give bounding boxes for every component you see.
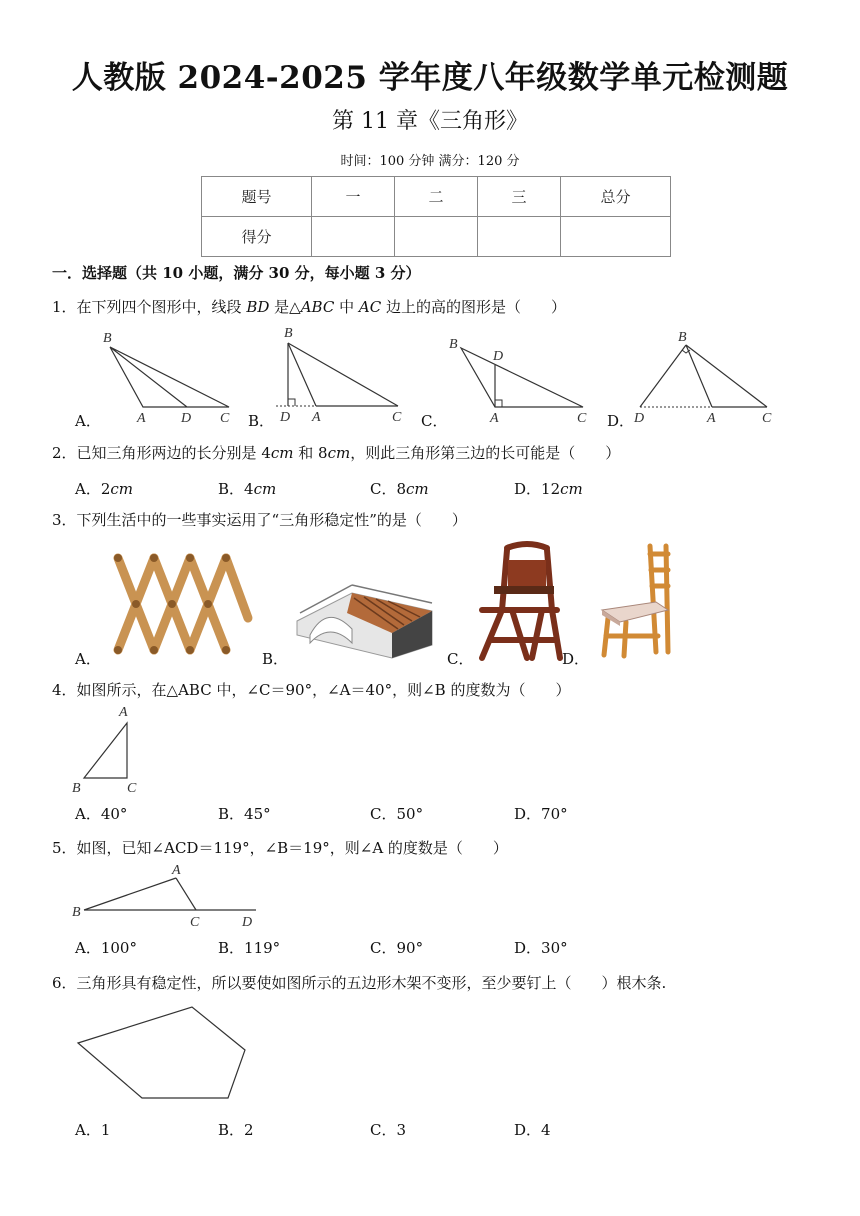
q5-option-c[interactable]: C．90° (370, 939, 424, 957)
q6-option-d[interactable]: D．4 (514, 1121, 551, 1139)
q1-figure-a (95, 325, 245, 425)
q2-unit: cm (110, 480, 134, 498)
label-b: B (284, 326, 293, 341)
question-5: 5．如图，已知∠ACD＝119°，∠B＝19°，则∠A 的度数是（ ） (52, 839, 508, 857)
label-c: C (577, 411, 587, 425)
q1-figure-c (445, 330, 595, 425)
label-a: A (172, 863, 181, 878)
label-d: D (634, 411, 645, 425)
q6-option-c[interactable]: C．3 (370, 1121, 407, 1139)
section-title: 一．选择题（共 10 小题，满分 30 分，每小题 3 分） (52, 264, 421, 282)
q1-abc: ABC (300, 298, 335, 316)
label-b: B (72, 905, 81, 920)
q4-option-c[interactable]: C．50° (370, 805, 424, 823)
label-a: A (119, 705, 128, 720)
q2-option-d-label: D．12 (514, 480, 561, 498)
time-info: 时间：100 分钟 满分：120 分 (340, 154, 520, 169)
score-header-cell: 总分 (561, 177, 671, 217)
q1-figure-d (628, 325, 778, 425)
q3-option-b[interactable]: B． (262, 650, 289, 668)
label-c: C (127, 781, 137, 796)
q6-figure-pentagon (70, 1000, 255, 1105)
q2-option-c[interactable] (370, 478, 429, 499)
question-2 (52, 442, 620, 463)
document-title: 人教版 2024-2025 学年度八年级数学单元检测题 (71, 60, 789, 96)
label-b: B (678, 330, 687, 345)
score-cell[interactable] (395, 217, 478, 257)
q6-option-a[interactable]: A．1 (75, 1121, 111, 1139)
q2-option-d[interactable] (514, 478, 583, 499)
label-d: D (280, 410, 291, 425)
q6-option-b[interactable]: B．2 (218, 1121, 254, 1139)
q2-option-b-label: B．4 (218, 480, 254, 498)
q1-figure-b (270, 320, 410, 425)
q5-option-b[interactable]: B．119° (218, 939, 281, 957)
score-table-row (202, 217, 671, 257)
label-b: B (449, 337, 458, 352)
q1-ac: AC (358, 298, 382, 316)
q1-text: 中 (334, 298, 359, 316)
q3-option-c[interactable]: C． (447, 650, 474, 668)
q1-option-d[interactable]: D． (607, 412, 635, 430)
q1-option-a[interactable]: A． (75, 412, 101, 430)
score-row-label: 得分 (202, 217, 312, 257)
label-b: B (103, 331, 112, 346)
label-a: A (312, 410, 321, 425)
score-header-cell: 二 (395, 177, 478, 217)
score-header-cell: 三 (478, 177, 561, 217)
q2-unit: cm (253, 480, 277, 498)
question-1 (52, 296, 566, 317)
q1-option-c[interactable]: C． (421, 412, 448, 430)
q3-picture-expandable-rack (108, 548, 258, 660)
q1-text: 是△ (269, 298, 301, 316)
score-header-cell: 一 (312, 177, 395, 217)
question-6: 6．三角形具有稳定性，所以要使如图所示的五边形木架不变形，至少要钉上（ ）根木条. (52, 974, 667, 992)
question-4: 4．如图所示，在△ABC 中，∠C＝90°，∠A＝40°，则∠B 的度数为（ ） (52, 681, 571, 699)
document-subtitle: 第 11 章《三角形》 (332, 109, 528, 134)
q4-option-b[interactable]: B．45° (218, 805, 271, 823)
q1-text: 1．在下列四个图形中，线段 (52, 298, 247, 316)
label-d: D (493, 349, 504, 364)
q2-unit: cm (327, 444, 351, 462)
q4-figure-right-triangle (68, 700, 148, 796)
q2-text: 2．已知三角形两边的长分别是 4 (52, 444, 271, 462)
q2-unit: cm (560, 480, 583, 498)
q1-option-b[interactable]: B． (248, 412, 275, 430)
score-table (201, 176, 671, 257)
q2-option-a-label: A．2 (75, 480, 111, 498)
q1-text: 边上的高的图形是（ ） (381, 298, 566, 316)
q3-picture-high-chair (472, 540, 567, 664)
score-header-cell: 题号 (202, 177, 312, 217)
q2-option-c-label: C．8 (370, 480, 407, 498)
q4-option-a[interactable]: A．40° (75, 805, 128, 823)
label-b: B (72, 781, 81, 796)
q2-unit: cm (406, 480, 429, 498)
score-cell[interactable] (561, 217, 671, 257)
q2-option-b[interactable] (218, 478, 276, 499)
question-3: 3．下列生活中的一些事实运用了“三角形稳定性”的是（ ） (52, 511, 467, 529)
label-a: A (137, 411, 146, 425)
q2-unit: cm (270, 444, 294, 462)
label-d: D (242, 915, 253, 930)
q5-option-a[interactable]: A．100° (75, 939, 137, 957)
label-a: A (490, 411, 499, 425)
label-a: A (707, 411, 716, 425)
q3-picture-arch-bridge (292, 573, 437, 663)
score-table-header-row (202, 177, 671, 217)
score-cell[interactable] (478, 217, 561, 257)
label-c: C (220, 411, 230, 425)
label-c: C (762, 411, 772, 425)
q2-text: ，则此三角形第三边的长可能是（ ） (350, 444, 621, 462)
q2-option-a[interactable] (75, 478, 133, 499)
q3-picture-chair (598, 540, 676, 660)
q3-option-d[interactable]: D． (562, 650, 590, 668)
q4-option-d[interactable]: D．70° (514, 805, 568, 823)
q1-bd: BD (246, 298, 270, 316)
score-cell[interactable] (312, 217, 395, 257)
label-c: C (190, 915, 200, 930)
q3-option-a[interactable]: A． (75, 650, 101, 668)
q5-option-d[interactable]: D．30° (514, 939, 568, 957)
q5-figure (66, 858, 266, 932)
label-d: D (181, 411, 192, 425)
label-c: C (392, 410, 402, 425)
q2-text: 和 8 (293, 444, 328, 462)
